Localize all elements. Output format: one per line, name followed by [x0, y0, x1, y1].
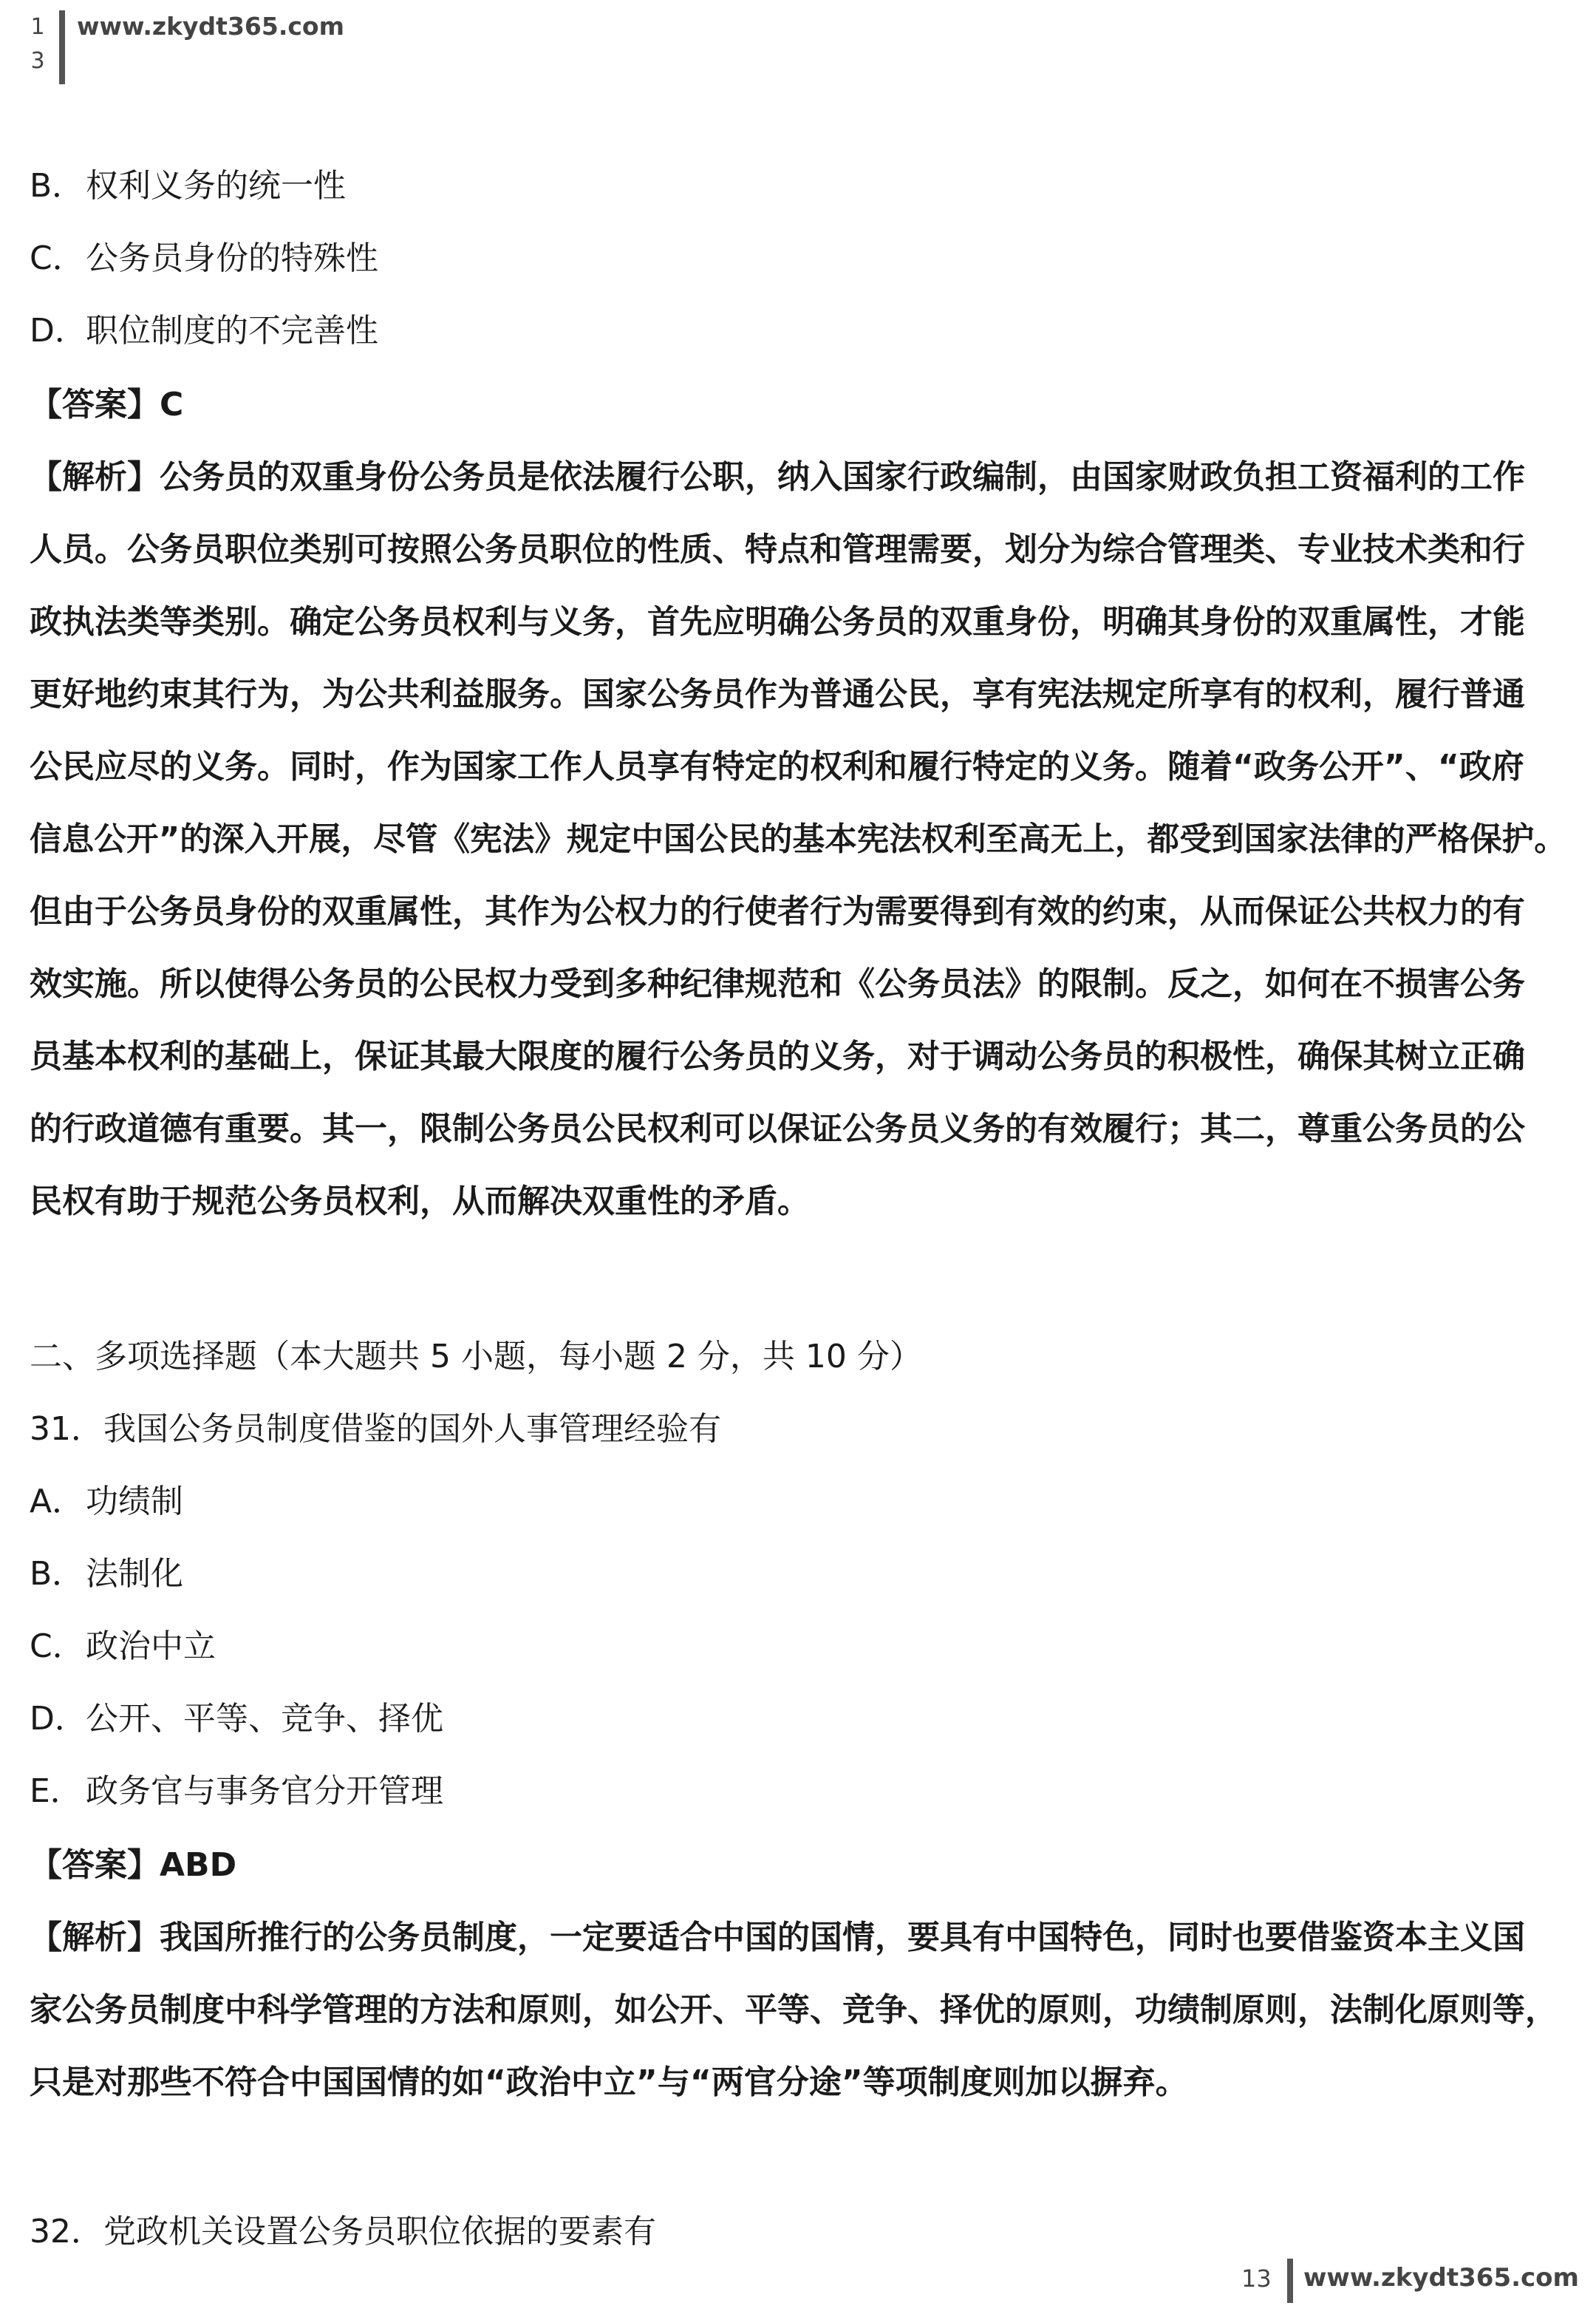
- q30-explanation-line: 人员。公务员职位类别可按照公务员职位的性质、特点和管理需要，划分为综合管理类、专业技术类和行: [30, 531, 1525, 568]
- header-site-url: www.zkydt365.com: [77, 12, 344, 41]
- q31-option-a: [30, 1480, 1566, 1524]
- option-letter: C．: [30, 1627, 85, 1665]
- option-letter: D．: [30, 1700, 87, 1738]
- option-text: 公务员身份的特殊性: [86, 239, 378, 277]
- q31-answer: 【答案】ABD: [30, 1846, 237, 1884]
- q30-option-b: [30, 164, 1566, 208]
- q30-explanation-line: 政执法类等类别。确定公务员权利与义务，首先应明确公务员的双重身份，明确其身份的双重属性，才能: [30, 603, 1525, 641]
- option-letter: C．: [30, 239, 85, 277]
- q30-explanation-line: 效实施。所以使得公务员的公民权力受到多种纪律规范和《公务员法》的限制。反之，如何在不损害公务: [30, 965, 1525, 1003]
- header-divider: [59, 10, 65, 84]
- q30-explanation-line: 民权有助于规范公务员权利，从而解决双重性的矛盾。: [30, 1183, 810, 1220]
- option-letter: B．: [30, 1555, 85, 1593]
- q31-option-e: [30, 1769, 1566, 1814]
- option-text: 政务官与事务官分开管理: [86, 1772, 443, 1810]
- header-page-number-bottom: 3: [30, 48, 45, 74]
- q32-stem: 32．党政机关设置公务员职位依据的要素有: [30, 2213, 656, 2250]
- option-letter: D．: [30, 312, 87, 350]
- q31-option-d: [30, 1697, 1566, 1741]
- q30-explanation-line: 员基本权利的基础上，保证其最大限度的履行公务员的义务，对于调动公务员的积极性，确保其树立正确: [30, 1038, 1525, 1075]
- option-text: 职位制度的不完善性: [86, 312, 378, 350]
- footer-divider: [1287, 2259, 1293, 2303]
- q30-explanation-line: 的行政道德有重要。其一，限制公务员公民权利可以保证公务员义务的有效履行；其二，尊重公务员的公: [30, 1110, 1525, 1148]
- q31-explanation-line: 【解析】我国所推行的公务员制度，一定要适合中国的国情，要具有中国特色，同时也要借鉴资本主义国: [30, 1919, 1525, 1956]
- q30-answer: 【答案】C: [30, 386, 184, 423]
- option-text: 功绩制: [86, 1483, 183, 1520]
- q30-explanation-line: 信息公开”的深入开展，尽管《宪法》规定中国公民的基本宪法权利至高无上，都受到国家法律的严格保护。: [30, 820, 1566, 858]
- option-text: 公开、平等、竞争、择优: [86, 1700, 443, 1738]
- q30-option-d: [30, 309, 1566, 353]
- q31-stem: 31．我国公务员制度借鉴的国外人事管理经验有: [30, 1410, 721, 1448]
- q30-explanation-line: 公民应尽的义务。同时，作为国家工作人员享有特定的权利和履行特定的义务。随着“政务公开”、“政府: [30, 748, 1524, 786]
- page-footer: [1241, 2259, 1579, 2303]
- q31-explanation-line: 只是对那些不符合中国国情的如“政治中立”与“两官分途”等项制度则加以摒弃。: [30, 2063, 1188, 2101]
- header-page-number-top: 1: [30, 14, 45, 40]
- option-letter: E．: [30, 1772, 83, 1810]
- option-letter: B．: [30, 167, 85, 205]
- section-title: 二、多项选择题（本大题共 5 小题，每小题 2 分，共 10 分）: [30, 1338, 922, 1375]
- q30-explanation-line: 但由于公务员身份的双重属性，其作为公权力的行使者行为需要得到有效的约束，从而保证公共权力的有: [30, 893, 1525, 930]
- q30-explanation-line: 【解析】公务员的双重身份公务员是依法履行公职，纳入国家行政编制，由国家财政负担工资福利的工作: [30, 458, 1525, 496]
- footer-page-number: 13: [1241, 2265, 1272, 2293]
- q31-option-b: [30, 1552, 1566, 1596]
- option-text: 法制化: [86, 1555, 183, 1593]
- option-text: 权利义务的统一性: [86, 167, 346, 205]
- q30-explanation-line: 更好地约束其行为，为公共利益服务。国家公务员作为普通公民，享有宪法规定所享有的权利，履行普通: [30, 676, 1525, 713]
- q31-option-c: [30, 1624, 1566, 1669]
- footer-site-url: www.zkydt365.com: [1303, 2263, 1579, 2293]
- option-letter: A．: [30, 1483, 85, 1520]
- q31-explanation-line: 家公务员制度中科学管理的方法和原则，如公开、平等、竞争、择优的原则，功绩制原则，法制化原则等，: [30, 1991, 1558, 2029]
- option-text: 政治中立: [86, 1627, 216, 1665]
- q30-option-c: [30, 237, 1566, 281]
